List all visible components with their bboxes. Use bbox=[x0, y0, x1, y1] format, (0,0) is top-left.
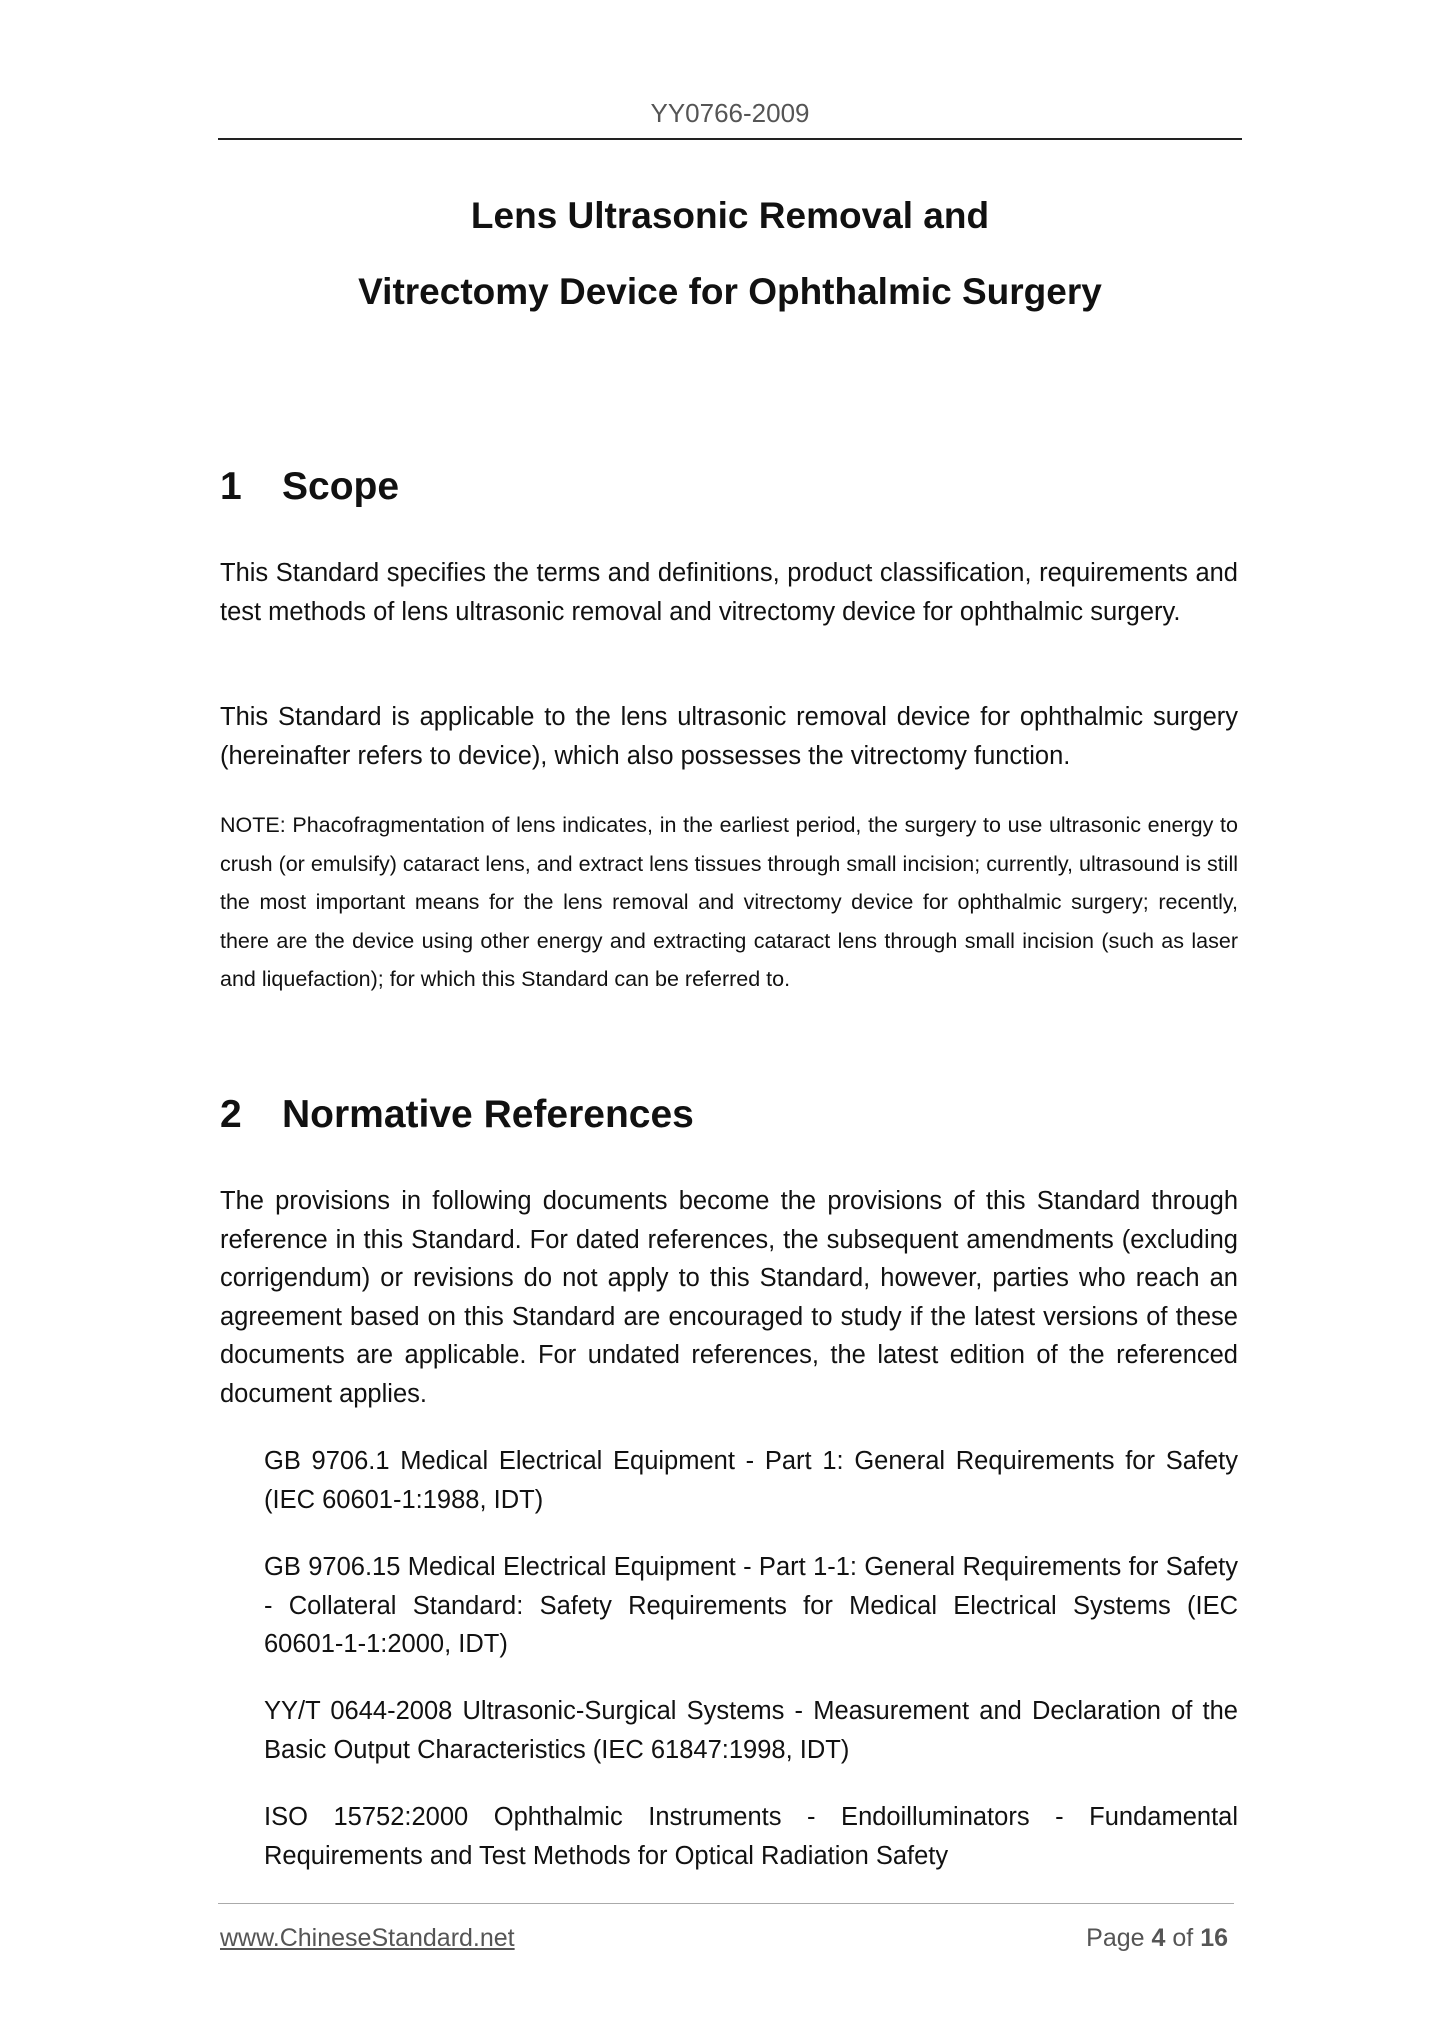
page-number bbox=[1086, 1924, 1228, 1953]
scope-paragraph-2: This Standard is applicable to the lens ultrasonic removal device for ophthalmic surgery (hereinafter refers to device), which also possesses the vitrectomy function. bbox=[220, 703, 1238, 770]
doc-code: YY0766-2009 bbox=[650, 98, 810, 128]
page-prefix: Page bbox=[1086, 1924, 1145, 1952]
section-title: Scope bbox=[282, 465, 400, 508]
page-total: 16 bbox=[1200, 1924, 1228, 1952]
section-heading-normative-references bbox=[220, 1095, 694, 1135]
section-title: Normative References bbox=[282, 1093, 694, 1136]
reference-item: YY/T 0644-2008 Ultrasonic-Surgical Systems - Measurement and Declaration of the Basic Output Characteristics (IEC 61847:1998, IDT) bbox=[264, 1697, 1238, 1764]
section-number: 1 bbox=[220, 465, 242, 508]
reference-item: GB 9706.15 Medical Electrical Equipment - Part 1-1: General Requirements for Safety - Collateral Standard: Safety Requirements for Medical Electrical Systems (IEC 60601-1-1:2000, IDT) bbox=[264, 1553, 1238, 1658]
section-heading-scope bbox=[220, 467, 399, 507]
page-current: 4 bbox=[1151, 1924, 1166, 1952]
scope-paragraph-1: This Standard specifies the terms and definitions, product classification, requirements and test methods of lens ultrasonic removal and vitrectomy device for ophthalmic surgery. bbox=[220, 559, 1238, 626]
running-header bbox=[218, 100, 1242, 140]
page-of: of bbox=[1172, 1924, 1194, 1952]
title-line-2: Vitrectomy Device for Ophthalmic Surgery bbox=[358, 271, 1102, 312]
reference-item: GB 9706.1 Medical Electrical Equipment - Part 1: General Requirements for Safety (IEC 60601-1:1988, IDT) bbox=[264, 1447, 1238, 1514]
footer-divider bbox=[218, 1903, 1234, 1904]
references-intro-paragraph: The provisions in following documents become the provisions of this Standard through reference in this Standard. For dated references, the subsequent amendments (excluding corrigendum) or revisions do not apply to this Standard, however, parties who reach an agreement based on this Standard are encouraged to study if the latest versions of these documents are applicable. For undated references, the latest edition of the referenced document applies. bbox=[220, 1187, 1238, 1408]
title-line-1: Lens Ultrasonic Removal and bbox=[470, 195, 990, 236]
reference-item: ISO 15752:2000 Ophthalmic Instruments - Endoilluminators - Fundamental Requirements and Test Methods for Optical Radiation Safety bbox=[264, 1803, 1238, 1870]
website-link[interactable]: www.ChineseStandard.net bbox=[220, 1924, 515, 1952]
scope-note: NOTE: Phacofragmentation of lens indicates, in the earliest period, the surgery to use ultrasonic energy to crush (or emulsify) cataract lens, and extract lens tissues through small incision; currently, ultrasound is still the most important means for the lens removal and vitrectomy device for ophthalmic surgery; recently, there are the device using other energy and extracting cataract lens through small incision (such as laser and liquefaction); for which this Standard can be referred to. bbox=[220, 813, 1238, 991]
section-number: 2 bbox=[220, 1093, 242, 1136]
document-title bbox=[218, 178, 1242, 330]
